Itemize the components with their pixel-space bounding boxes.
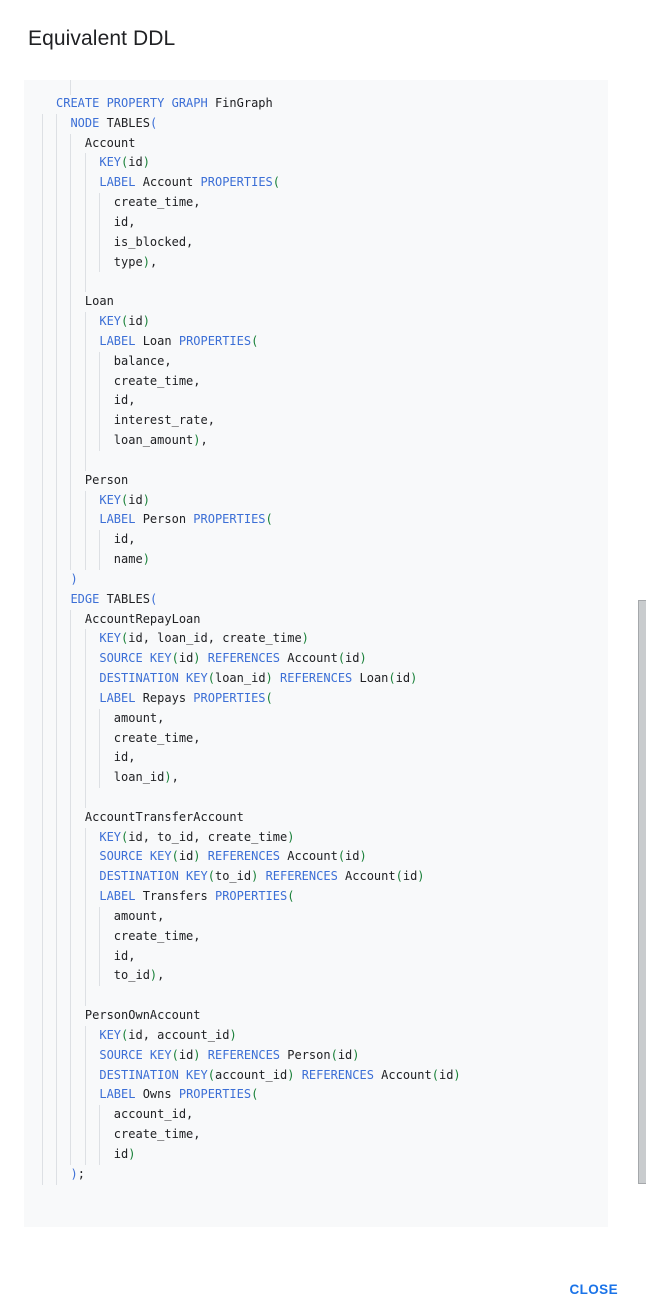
indent-guide [42, 134, 43, 154]
code-line: NODE TABLES( [24, 114, 608, 134]
indent-guide [99, 947, 100, 967]
indent-guide [85, 193, 86, 213]
indent-guide [56, 213, 57, 233]
indent-guide [56, 966, 57, 986]
indent-guide [42, 1006, 43, 1026]
indent-guide [70, 1046, 71, 1066]
indent-guide [42, 1046, 43, 1066]
indent-guide [42, 550, 43, 570]
indent-guide [99, 530, 100, 550]
indent-guide [70, 788, 71, 808]
indent-guide [85, 213, 86, 233]
indent-guide [70, 550, 71, 570]
indent-guide [42, 947, 43, 967]
code-line: is_blocked, [24, 233, 608, 253]
indent-guide [99, 1105, 100, 1125]
indent-guide [42, 173, 43, 193]
indent-guide [42, 590, 43, 610]
indent-guide [85, 828, 86, 848]
scrollbar-thumb[interactable] [638, 600, 646, 1184]
code-line: AccountTransferAccount [24, 808, 608, 828]
indent-guide [56, 471, 57, 491]
indent-guide [42, 530, 43, 550]
code-line: Loan [24, 292, 608, 312]
indent-guide [42, 709, 43, 729]
indent-guide [85, 966, 86, 986]
indent-guide [85, 153, 86, 173]
indent-guide [85, 986, 86, 1006]
indent-guide [70, 1085, 71, 1105]
indent-guide [85, 431, 86, 451]
code-line: type), [24, 253, 608, 273]
indent-guide [70, 1125, 71, 1145]
indent-guide [56, 352, 57, 372]
indent-guide [56, 1125, 57, 1145]
indent-guide [56, 173, 57, 193]
indent-guide [42, 193, 43, 213]
indent-guide [99, 253, 100, 273]
indent-guide [99, 431, 100, 451]
code-line [24, 788, 608, 808]
indent-guide [56, 153, 57, 173]
code-line: CREATE PROPERTY GRAPH FinGraph [56, 96, 273, 110]
indent-guide [85, 550, 86, 570]
indent-guide [42, 689, 43, 709]
indent-guide [70, 1145, 71, 1165]
code-line: amount, [24, 907, 608, 927]
code-line: SOURCE KEY(id) REFERENCES Account(id) [24, 649, 608, 669]
indent-guide [70, 847, 71, 867]
indent-guide [56, 550, 57, 570]
indent-guide [56, 768, 57, 788]
indent-guide [70, 312, 71, 332]
indent-guide [56, 808, 57, 828]
indent-guide [56, 669, 57, 689]
indent-guide [99, 391, 100, 411]
code-line: SOURCE KEY(id) REFERENCES Account(id) [24, 847, 608, 867]
indent-guide [56, 570, 57, 590]
indent-guide [70, 966, 71, 986]
code-line: KEY(id) [24, 491, 608, 511]
indent-guide [99, 213, 100, 233]
indent-guide [70, 907, 71, 927]
indent-guide [70, 451, 71, 471]
indent-guide [85, 669, 86, 689]
indent-guide [85, 847, 86, 867]
indent-guide [42, 966, 43, 986]
indent-guide [70, 471, 71, 491]
indent-guide [56, 1165, 57, 1185]
indent-guide [85, 352, 86, 372]
indent-guide [42, 292, 43, 312]
code-line: create_time, [24, 372, 608, 392]
code-line [24, 272, 608, 292]
indent-guide [56, 907, 57, 927]
code-line: create_time, [24, 927, 608, 947]
indent-guide [56, 1105, 57, 1125]
indent-guide [42, 669, 43, 689]
code-line: id, [24, 530, 608, 550]
indent-guide [42, 114, 43, 134]
indent-guide [99, 907, 100, 927]
indent-guide [70, 1105, 71, 1125]
code-line: SOURCE KEY(id) REFERENCES Person(id) [24, 1046, 608, 1066]
indent-guide [70, 372, 71, 392]
code-line [24, 986, 608, 1006]
code-line: balance, [24, 352, 608, 372]
indent-guide [56, 986, 57, 1006]
indent-guide [70, 391, 71, 411]
indent-guide [85, 1125, 86, 1145]
indent-guide [70, 629, 71, 649]
code-line: id) [24, 1145, 608, 1165]
indent-guide [85, 1046, 86, 1066]
indent-guide [56, 610, 57, 630]
indent-guide [42, 153, 43, 173]
code-line: PersonOwnAccount [24, 1006, 608, 1026]
indent-guide [85, 1066, 86, 1086]
indent-guide [42, 1085, 43, 1105]
indent-guide [70, 173, 71, 193]
indent-guide [42, 847, 43, 867]
indent-guide [56, 887, 57, 907]
indent-guide [99, 1125, 100, 1145]
indent-guide [85, 867, 86, 887]
indent-guide [42, 907, 43, 927]
indent-guide [56, 491, 57, 511]
indent-guide [42, 867, 43, 887]
indent-guide [85, 253, 86, 273]
indent-guide [42, 411, 43, 431]
indent-guide [56, 748, 57, 768]
indent-guide [42, 788, 43, 808]
code-line: LABEL Loan PROPERTIES( [24, 332, 608, 352]
indent-guide [56, 649, 57, 669]
indent-guide [70, 431, 71, 451]
indent-guide [42, 352, 43, 372]
indent-guide [42, 272, 43, 292]
indent-guide [56, 689, 57, 709]
indent-guide [56, 391, 57, 411]
indent-guide [56, 629, 57, 649]
code-line: loan_amount), [24, 431, 608, 451]
code-line: create_time, [24, 729, 608, 749]
indent-guide [42, 372, 43, 392]
indent-guide [85, 233, 86, 253]
indent-guide [85, 629, 86, 649]
code-line: DESTINATION KEY(loan_id) REFERENCES Loan(id) [24, 669, 608, 689]
indent-guide [85, 1085, 86, 1105]
indent-guide [85, 887, 86, 907]
indent-guide [56, 1066, 57, 1086]
indent-guide [70, 352, 71, 372]
indent-guide [56, 431, 57, 451]
indent-guide [70, 1026, 71, 1046]
code-line: to_id), [24, 966, 608, 986]
code-line: id, [24, 947, 608, 967]
indent-guide [85, 530, 86, 550]
code-line: KEY(id, to_id, create_time) [24, 828, 608, 848]
code-line: LABEL Owns PROPERTIES( [24, 1085, 608, 1105]
indent-guide [56, 1026, 57, 1046]
indent-guide [99, 233, 100, 253]
indent-guide [42, 610, 43, 630]
indent-guide [56, 1046, 57, 1066]
indent-guide [85, 510, 86, 530]
ddl-code-block [24, 80, 608, 1227]
indent-guide [42, 431, 43, 451]
code-line: LABEL Account PROPERTIES( [24, 173, 608, 193]
indent-guide [42, 986, 43, 1006]
code-line: Person [24, 471, 608, 491]
indent-guide [42, 312, 43, 332]
indent-guide [85, 907, 86, 927]
indent-guide [42, 808, 43, 828]
indent-guide [85, 332, 86, 352]
indent-guide [42, 927, 43, 947]
indent-guide [99, 709, 100, 729]
indent-guide [56, 312, 57, 332]
indent-guide [85, 1105, 86, 1125]
indent-guide [56, 193, 57, 213]
indent-guide [70, 986, 71, 1006]
indent-guide [56, 1145, 57, 1165]
indent-guide [70, 927, 71, 947]
indent-guide [56, 114, 57, 134]
indent-guide [56, 510, 57, 530]
code-line: ); [24, 1165, 608, 1185]
code-line: amount, [24, 709, 608, 729]
indent-guide [85, 788, 86, 808]
indent-guide [85, 272, 86, 292]
indent-guide [99, 193, 100, 213]
indent-guide [99, 927, 100, 947]
indent-guide [85, 947, 86, 967]
indent-guide [56, 272, 57, 292]
indent-guide [42, 768, 43, 788]
indent-guide [70, 748, 71, 768]
indent-guide [99, 550, 100, 570]
indent-guide [85, 491, 86, 511]
code-line: KEY(id) [24, 153, 608, 173]
indent-guide [42, 748, 43, 768]
indent-guide [70, 193, 71, 213]
indent-guide [42, 1165, 43, 1185]
code-line: id, [24, 391, 608, 411]
indent-guide [70, 867, 71, 887]
indent-guide [85, 1145, 86, 1165]
code-line: Account [24, 134, 608, 154]
indent-guide [56, 451, 57, 471]
indent-guide [56, 927, 57, 947]
indent-guide [42, 233, 43, 253]
indent-guide [56, 590, 57, 610]
indent-guide [42, 491, 43, 511]
indent-guide [99, 1145, 100, 1165]
code-line: id, [24, 213, 608, 233]
indent-guide [70, 610, 71, 630]
indent-guide [99, 768, 100, 788]
indent-guide [85, 391, 86, 411]
indent-guide [70, 253, 71, 273]
code-line: id, [24, 748, 608, 768]
code-line: loan_id), [24, 768, 608, 788]
indent-guide [56, 372, 57, 392]
indent-guide [56, 233, 57, 253]
indent-guide [85, 372, 86, 392]
indent-guide [42, 510, 43, 530]
indent-guide-stub [70, 80, 71, 95]
indent-guide [70, 411, 71, 431]
code-line: create_time, [24, 193, 608, 213]
indent-guide [42, 828, 43, 848]
code-line: account_id, [24, 1105, 608, 1125]
indent-guide [70, 292, 71, 312]
indent-guide [56, 530, 57, 550]
indent-guide [85, 173, 86, 193]
indent-guide [85, 451, 86, 471]
indent-guide [70, 1006, 71, 1026]
indent-guide [85, 748, 86, 768]
indent-guide [42, 1105, 43, 1125]
indent-guide [42, 649, 43, 669]
indent-guide [56, 828, 57, 848]
dialog-actions [565, 1276, 622, 1303]
indent-guide [70, 134, 71, 154]
indent-guide [70, 709, 71, 729]
indent-guide [99, 729, 100, 749]
indent-guide [85, 689, 86, 709]
indent-guide [56, 1085, 57, 1105]
code-line: DESTINATION KEY(account_id) REFERENCES Account(id) [24, 1066, 608, 1086]
indent-guide [85, 927, 86, 947]
indent-guide [85, 729, 86, 749]
indent-guide [70, 808, 71, 828]
indent-guide [42, 629, 43, 649]
indent-guide [70, 272, 71, 292]
indent-guide [42, 213, 43, 233]
indent-guide [42, 1125, 43, 1145]
code-line: KEY(id, loan_id, create_time) [24, 629, 608, 649]
code-line: KEY(id) [24, 312, 608, 332]
indent-guide [56, 947, 57, 967]
indent-guide [70, 689, 71, 709]
indent-guide [42, 253, 43, 273]
indent-guide [70, 510, 71, 530]
indent-guide [70, 153, 71, 173]
indent-guide [99, 748, 100, 768]
indent-guide [99, 352, 100, 372]
indent-guide [99, 372, 100, 392]
indent-guide [42, 887, 43, 907]
indent-guide [56, 847, 57, 867]
indent-guide [42, 570, 43, 590]
indent-guide [85, 1026, 86, 1046]
indent-guide [56, 292, 57, 312]
indent-guide [85, 312, 86, 332]
indent-guide [85, 709, 86, 729]
indent-guide [56, 332, 57, 352]
code-line: ) [24, 570, 608, 590]
indent-guide [70, 233, 71, 253]
dialog-title: Equivalent DDL [28, 27, 176, 50]
code-line: create_time, [24, 1125, 608, 1145]
indent-guide [56, 867, 57, 887]
code-line: EDGE TABLES( [24, 590, 608, 610]
indent-guide [70, 1066, 71, 1086]
indent-guide [42, 391, 43, 411]
indent-guide [42, 729, 43, 749]
indent-guide [99, 411, 100, 431]
code-line [24, 451, 608, 471]
code-line: KEY(id, account_id) [24, 1026, 608, 1046]
indent-guide [56, 729, 57, 749]
code-line: LABEL Repays PROPERTIES( [24, 689, 608, 709]
indent-guide [70, 669, 71, 689]
close-button[interactable]: CLOSE [565, 1276, 622, 1303]
indent-guide [56, 411, 57, 431]
indent-guide [42, 1145, 43, 1165]
code-line: AccountRepayLoan [24, 610, 608, 630]
indent-guide [42, 451, 43, 471]
indent-guide [70, 491, 71, 511]
indent-guide [56, 253, 57, 273]
code-line: DESTINATION KEY(to_id) REFERENCES Account(id) [24, 867, 608, 887]
indent-guide [70, 213, 71, 233]
indent-guide [70, 649, 71, 669]
code-line: LABEL Person PROPERTIES( [24, 510, 608, 530]
indent-guide [99, 966, 100, 986]
code-line: interest_rate, [24, 411, 608, 431]
indent-guide [70, 530, 71, 550]
indent-guide [56, 788, 57, 808]
indent-guide [42, 332, 43, 352]
code-lines [24, 94, 608, 1185]
indent-guide [70, 332, 71, 352]
indent-guide [70, 828, 71, 848]
indent-guide [70, 768, 71, 788]
indent-guide [42, 1026, 43, 1046]
indent-guide [85, 768, 86, 788]
indent-guide [85, 411, 86, 431]
indent-guide [56, 134, 57, 154]
indent-guide [56, 1006, 57, 1026]
indent-guide [56, 709, 57, 729]
code-line: LABEL Transfers PROPERTIES( [24, 887, 608, 907]
indent-guide [70, 729, 71, 749]
indent-guide [70, 887, 71, 907]
indent-guide [42, 471, 43, 491]
indent-guide [42, 1066, 43, 1086]
indent-guide [70, 947, 71, 967]
indent-guide [85, 649, 86, 669]
code-line: name) [24, 550, 608, 570]
